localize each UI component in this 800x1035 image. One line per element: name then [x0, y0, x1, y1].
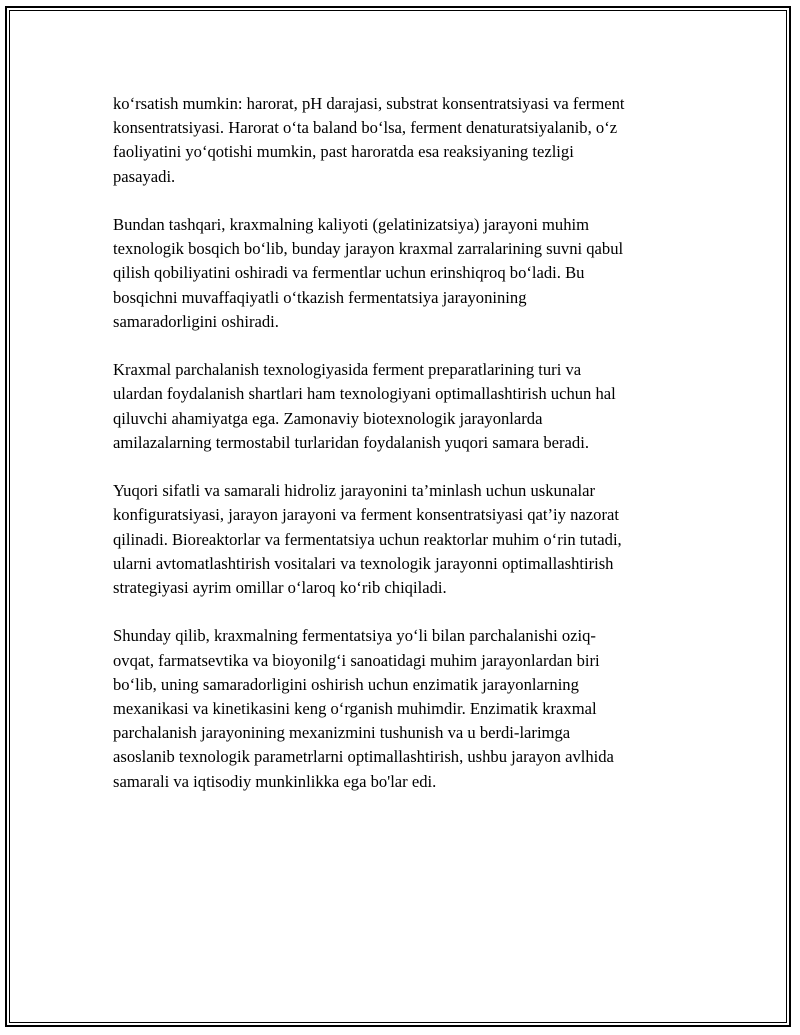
paragraph-5: Shunday qilib, kraxmalning fermentatsiya yo‘li bilan parchalanishi oziq- ovqat, farmatsevtika va bioyonilg‘i sanoatidagi muhim jarayonlardan biri bo‘lib, uning samaradorligini oshirish uchun enzimatik jarayonlarning mexanikasi va kinetikasini keng o‘rganish muhimdir. Enzimatik kraxmal parchalanish jarayonining mexanizmini tushunish va u berdi-larimga asoslanib texnologik parametrlarni optimallashtirish, ushbu jarayon avlhida samarali va iqtisodiy munkinlikka ega bo'lar edi.	[113, 626, 614, 791]
paragraph-3: Kraxmal parchalanish texnologiyasida ferment preparatlarining turi va ulardan foydalanish shartlari ham texnologiyani optimallashtirish uchun hal qiluvchi ahamiyatga ega. Zamonaviy biotexnologik jarayonlarda amilazalarning termostabil turlaridan foydalanish yuqori samara beradi.	[113, 360, 616, 452]
paragraph-1: ko‘rsatish mumkin: harorat, pH darajasi, substrat konsentratsiyasi va ferment konsentratsiyasi. Harorat o‘ta baland bo‘lsa, ferment denaturatsiyalanib, o‘z faoliyatini yo‘qotishi mumkin, past haroratda esa reaksiyaning tezligi pasayadi.	[113, 94, 625, 186]
paragraph-4: Yuqori sifatli va samarali hidroliz jarayonini ta’minlash uchun uskunalar konfiguratsiyasi, jarayon jarayoni va ferment konsentratsiyasi qat’iy nazorat qilinadi. Bioreaktorlar va fermentatsiya uchun reaktorlar muhim o‘rin tutadi, ularni avtomatlashtirish vositalari va texnologik jarayonni optimallashtirish strategiyasi ayrim omillar o‘laroq ko‘rib chiqiladi.	[113, 481, 622, 598]
document-body	[113, 92, 673, 818]
paragraph-2: Bundan tashqari, kraxmalning kaliyoti (gelatinizatsiya) jarayoni muhim texnologik bosqich bo‘lib, bunday jarayon kraxmal zarralarining suvni qabul qilish qobiliyatini oshiradi va fermentlar uchun erinshiqroq bo‘ladi. Bu bosqichni muvaffaqiyatli o‘tkazish fermentatsiya jarayonining samaradorligini oshiradi.	[113, 215, 624, 331]
